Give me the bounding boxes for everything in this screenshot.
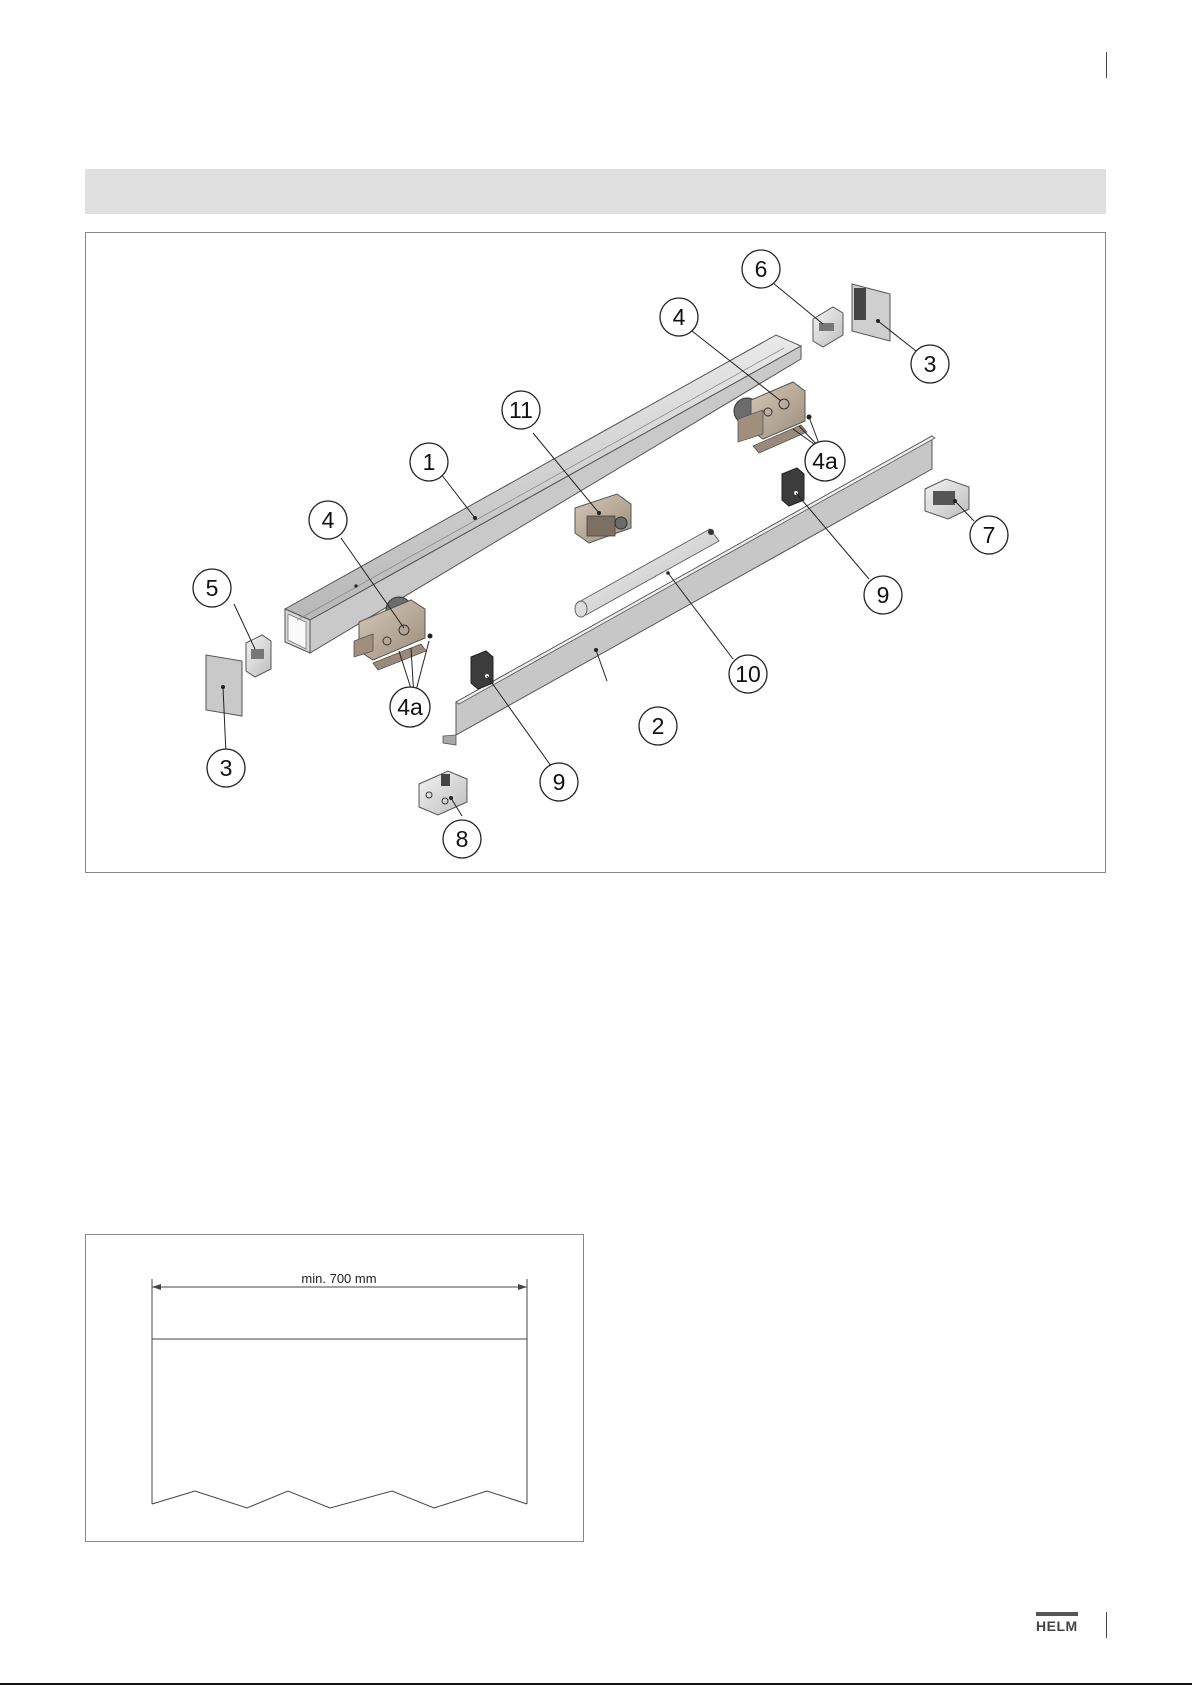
- svg-text:3: 3: [219, 755, 233, 781]
- callout-4a-right: [805, 441, 845, 481]
- part-1-top-rail: [285, 335, 801, 653]
- svg-text:3: 3: [923, 351, 937, 377]
- svg-text:8: 8: [455, 826, 469, 852]
- callout-11: [502, 391, 540, 429]
- logo-text: HELM: [1036, 1618, 1078, 1634]
- svg-text:6: 6: [754, 256, 768, 282]
- callout-7: [970, 516, 1008, 554]
- svg-text:4: 4: [321, 507, 335, 533]
- svg-text:4: 4: [672, 304, 686, 330]
- callout-4-left: [309, 501, 347, 539]
- callout-1: [410, 443, 448, 481]
- section-heading-bar: [85, 169, 1106, 214]
- leader-lines: [223, 283, 974, 816]
- logo-bar: [1036, 1612, 1078, 1616]
- svg-text:9: 9: [552, 769, 566, 795]
- callout-10: [729, 655, 767, 693]
- part-9-guide-insert-left: [471, 651, 493, 689]
- svg-text:9: 9: [876, 582, 890, 608]
- svg-text:1: 1: [422, 449, 436, 475]
- callout-4a-left: [390, 687, 430, 727]
- part-7-glass-clamp: [925, 479, 969, 519]
- svg-text:2: 2: [651, 713, 665, 739]
- part-3-end-cap-right: [852, 284, 890, 341]
- min-width-figure: [85, 1234, 584, 1542]
- dimension-arrow-left: [152, 1284, 161, 1290]
- callout-3-left: [207, 749, 245, 787]
- callout-9-right: [864, 576, 902, 614]
- exploded-parts-figure: [85, 232, 1106, 873]
- svg-text:10: 10: [735, 661, 761, 687]
- part-9-guide-insert-right: [782, 468, 804, 506]
- helm-logo: [1036, 1612, 1078, 1633]
- part-6-wall-bracket: [813, 307, 843, 347]
- exploded-parts-drawing: [86, 233, 1107, 874]
- part-5-end-stop: [246, 635, 271, 677]
- svg-text:4a: 4a: [812, 448, 838, 474]
- svg-text:4a: 4a: [397, 694, 423, 720]
- callout-6: [742, 250, 780, 288]
- callout-9-left: [540, 763, 578, 801]
- dimension-label: min. 700 mm: [301, 1271, 377, 1286]
- header-edge-tick: [1106, 52, 1107, 78]
- callout-5: [193, 569, 231, 607]
- callout-2: [639, 707, 677, 745]
- callout-8: [443, 820, 481, 858]
- svg-text:5: 5: [205, 575, 219, 601]
- min-width-drawing: [86, 1235, 585, 1543]
- svg-text:7: 7: [982, 522, 996, 548]
- svg-text:11: 11: [509, 397, 533, 423]
- part-11-stopper: [575, 494, 631, 543]
- footer-edge-tick: [1106, 1612, 1107, 1638]
- door-panel-outline: [152, 1339, 527, 1504]
- callout-4-right: [660, 298, 698, 336]
- callout-3-right: [911, 345, 949, 383]
- dimension-arrow-right: [518, 1284, 527, 1290]
- part-8-floor-guide: [419, 771, 467, 815]
- door-panel-break-line: [152, 1491, 527, 1508]
